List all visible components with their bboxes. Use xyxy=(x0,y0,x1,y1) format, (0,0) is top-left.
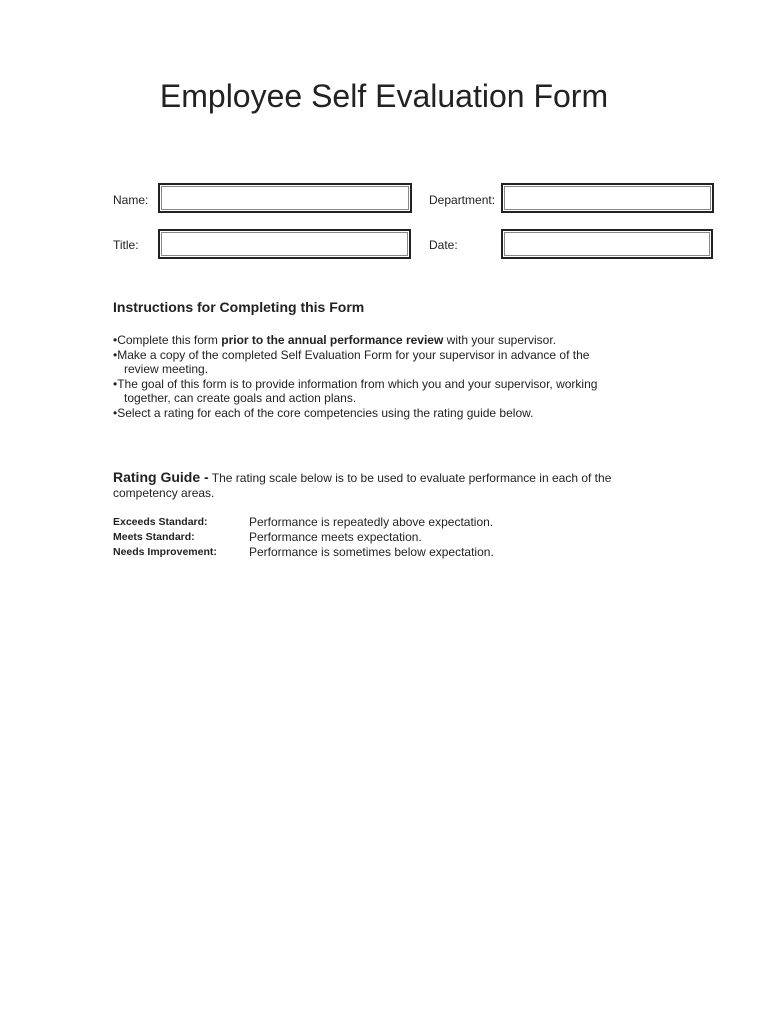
emphasis-text: prior to the annual performance review xyxy=(221,333,444,347)
name-field[interactable] xyxy=(158,183,412,213)
title-field[interactable] xyxy=(158,229,411,259)
bullet-icon: • xyxy=(113,376,118,391)
form-title: Employee Self Evaluation Form xyxy=(159,78,609,114)
rating-description: Performance meets expectation. xyxy=(249,530,422,544)
rating-scale-table xyxy=(113,515,494,560)
rating-label: Exceeds Standard: xyxy=(113,516,208,528)
bullet-icon: • xyxy=(113,333,118,347)
date-label: Date: xyxy=(429,238,458,252)
rating-description: Performance is sometimes below expectation. xyxy=(249,545,494,559)
title-label: Title: xyxy=(113,238,139,252)
bullet-icon: • xyxy=(113,347,118,362)
rating-description: Performance is repeatedly above expectation. xyxy=(249,515,494,529)
rating-label: Needs Improvement: xyxy=(113,546,217,558)
instruction-item: •Complete this form prior to the annual performance review with your supervisor. xyxy=(113,333,557,347)
instruction-item: •The goal of this form is to provide information from which you and your supervisor, working together, can create goals and action plans. xyxy=(113,376,598,406)
instructions-list xyxy=(113,333,653,421)
instructions-heading: Instructions for Completing this Form xyxy=(113,299,365,315)
rating-label: Meets Standard: xyxy=(113,531,195,543)
rating-guide-description: The rating scale below is to be used to evaluate performance in each of the competency areas. xyxy=(113,471,612,500)
bullet-icon: • xyxy=(113,405,118,420)
instruction-item: •Select a rating for each of the core competencies using the rating guide below. xyxy=(113,405,534,420)
date-field[interactable] xyxy=(501,229,713,259)
rating-row xyxy=(113,515,494,530)
department-field[interactable] xyxy=(501,183,714,213)
rating-guide-intro xyxy=(113,470,653,501)
instruction-item: •Make a copy of the completed Self Evaluation Form for your supervisor in advance of the review meeting. xyxy=(113,347,590,377)
rating-row xyxy=(113,530,494,545)
rating-guide-heading: Rating Guide - xyxy=(113,469,209,485)
name-label: Name: xyxy=(113,193,149,207)
rating-row xyxy=(113,545,494,560)
department-label: Department: xyxy=(429,193,496,207)
